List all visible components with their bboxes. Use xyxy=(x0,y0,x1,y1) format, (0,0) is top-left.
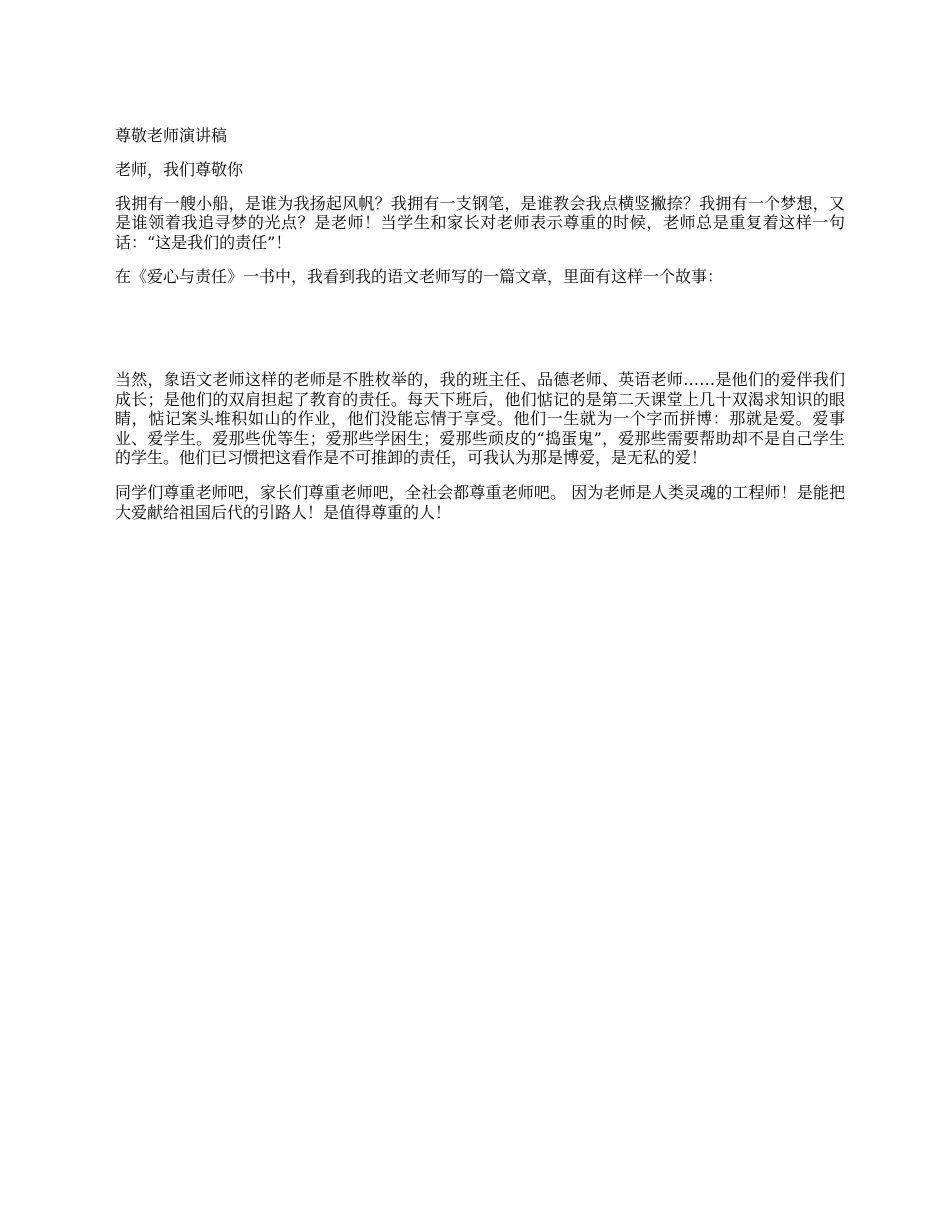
document-title: 尊敬老师演讲稿 xyxy=(115,126,228,145)
blank-space xyxy=(115,302,845,370)
paragraph-conclusion: 同学们尊重老师吧，家长们尊重老师吧，全社会都尊重老师吧。 因为老师是人类灵魂的工程师！是能把大爱献给祖国后代的引路人！是值得尊重的人！ xyxy=(115,482,845,522)
speech-heading: 老师，我们尊敬你 xyxy=(115,160,244,179)
paragraph-book-reference: 在《爱心与责任》一书中，我看到我的语文老师写的一篇文章，里面有这样一个故事： xyxy=(115,267,724,287)
paragraph-teachers-love: 当然，象语文老师这样的老师是不胜枚举的，我的班主任、品德老师、英语老师……是他们的爱伴我们成长；是他们的双肩担起了教育的责任。每天下班后，他们惦记的是第二天课堂上几十双渴求知识的眼睛，惦记案头堆积如山的作业，他们没能忘情于享受。他们一生就为一个字而拼博：那就是爱。爱事业、爱学生。爱那些优等生；爱那些学困生；爱那些顽皮的“捣蛋鬼”，爱那些需要帮助却不是自己学生的学生。他们已习惯把这看作是不可推卸的责任，可我认为那是博爱，是无私的爱！ xyxy=(115,369,845,468)
paragraph-intro: 我拥有一艘小船，是谁为我扬起风帆？我拥有一支钢笔，是谁教会我点横竖撇捺？我拥有一个梦想，又是谁领着我追寻梦的光点？是老师！当学生和家长对老师表示尊重的时候，老师总是重复着这样一句话：“这是我们的责任”！ xyxy=(115,193,845,252)
document-page xyxy=(115,126,845,537)
